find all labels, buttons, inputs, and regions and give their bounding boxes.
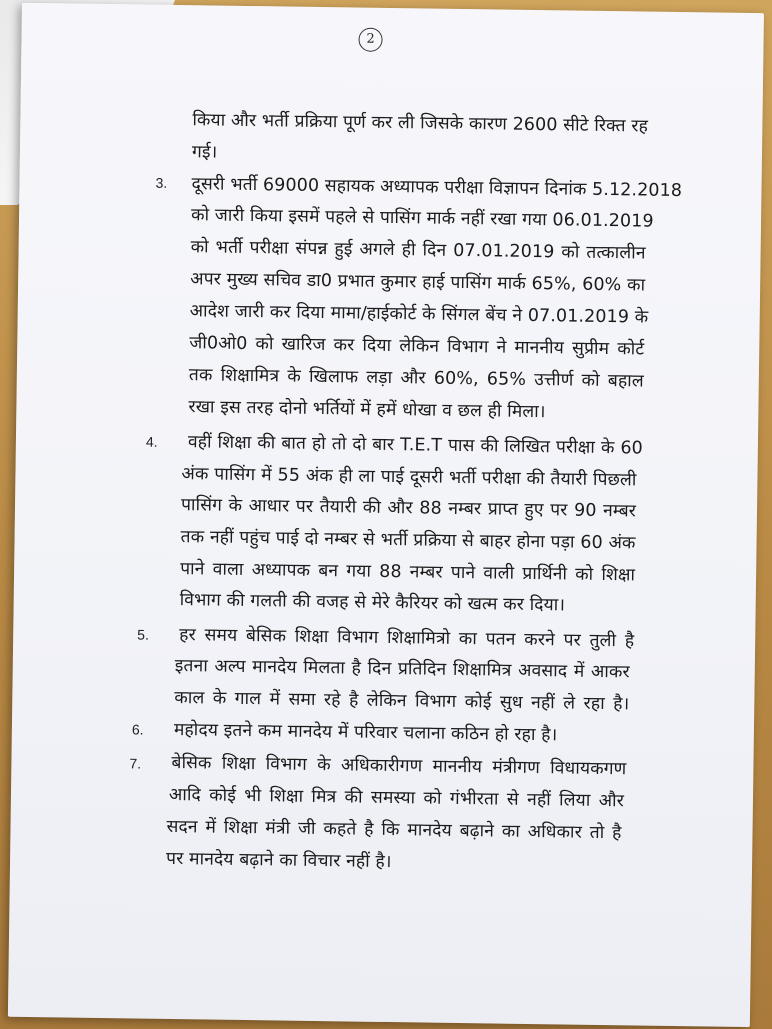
- item-7-line-4: पर मानदेय बढ़ाने का विचार नहीं है।: [165, 848, 392, 873]
- item-4-line-3: पासिंग के आधार पर तैयारी की और 88 नम्बर प्राप्त हुए पर 90 नम्बर: [180, 495, 637, 522]
- item-3-line-3: को भर्ती परीक्षा संपन्न हुई अगले ही दिन 07.01.2019 को तत्कालीन: [190, 237, 646, 264]
- continuation-line-2: गई।: [191, 142, 218, 163]
- item-7-line-3: सदन में शिक्षा मंत्री जी कहते है कि मानदेय बढ़ाने का अधिकार तो है: [166, 816, 622, 844]
- item-number-6: 6.: [131, 721, 144, 738]
- item-number-7: 7.: [129, 755, 142, 772]
- item-6-line-1: महोदय इतने कम मानदेय में परिवार चलाना कठिन हो रहा है।: [173, 720, 558, 746]
- item-4-line-4: तक नहीं पहुंच पाई दो नम्बर से भर्ती प्रक्रिया से बाहर होना पड़ा 60 अंक: [180, 527, 636, 554]
- item-5-line-2: इतना अल्प मानदेय मिलता है दिन प्रतिदिन शिक्षामित्र अवसाद में आकर: [174, 656, 630, 683]
- item-4-line-6: विभाग की गलती की वजह से मेरे कैरियर को खत्म कर दिया।: [179, 590, 566, 616]
- item-3-line-4: अपर मुख्य सचिव डा0 प्रभात कुमार हाई पासिंग मार्क 65%, 60% का: [190, 269, 646, 296]
- item-3-line-8: रखा इस तरह दोनो भर्तियों में हमें धोखा व छल ही मिला।: [188, 397, 546, 423]
- item-3-line-2: को जारी किया इसमें पहले से पासिंग मार्क नहीं रखा गया 06.01.2019: [190, 205, 654, 232]
- item-5-line-1: हर समय बेसिक शिक्षा विभाग शिक्षामित्रो का पतन करने पर तुली है: [179, 625, 635, 652]
- item-5-line-3: काल के गाल में समा रहे है लेकिन विभाग कोई सुध नहीं ले रहा है।: [174, 688, 630, 715]
- item-4-line-5: पाने वाला अध्यापक बन गया 88 नम्बर पाने वाली प्रार्थिनी को शिक्षा: [180, 559, 636, 586]
- page-number: 2: [358, 28, 382, 52]
- item-number-3: 3.: [155, 174, 168, 191]
- item-7-line-1: बेसिक शिक्षा विभाग के अधिकारीगण माननीय मंत्रीगण विधायकगण: [171, 752, 627, 780]
- item-4-line-1: वहीं शिक्षा की बात हो तो दो बार T.E.T पास की लिखित परीक्षा के 60: [187, 432, 644, 459]
- continuation-line-1: किया और भर्ती प्रक्रिया पूर्ण कर ली जिसके कारण 2600 सीटे रिक्त रह: [192, 110, 649, 137]
- item-number-4: 4.: [145, 433, 158, 450]
- item-3-line-1: दूसरी भर्ती 69000 सहायक अध्यापक परीक्षा विज्ञापन दिनांक 5.12.2018: [191, 174, 683, 202]
- item-3-line-7: तक शिक्षामित्र के खिलाफ लड़ा और 60%, 65% उत्तीर्ण को बहाल: [188, 365, 644, 392]
- item-3-line-6: जी0ओ0 को खारिज कर दिया लेकिन विभाग ने माननीय सुप्रीम कोर्ट: [189, 333, 645, 360]
- document-page: [8, 3, 764, 1027]
- item-3-line-5: आदेश जारी कर दिया मामा/हाईकोर्ट के सिंगल बेंच ने 07.01.2019 के: [189, 301, 649, 328]
- item-4-line-2: अंक पासिंग में 55 अंक ही ला पाई दूसरी भर्ती परीक्षा की तैयारी पिछली: [181, 464, 637, 491]
- item-number-5: 5.: [137, 626, 150, 643]
- item-7-line-2: आदि कोई भी शिक्षा मित्र की समस्या को गंभीरता से नहीं लिया और: [168, 784, 625, 812]
